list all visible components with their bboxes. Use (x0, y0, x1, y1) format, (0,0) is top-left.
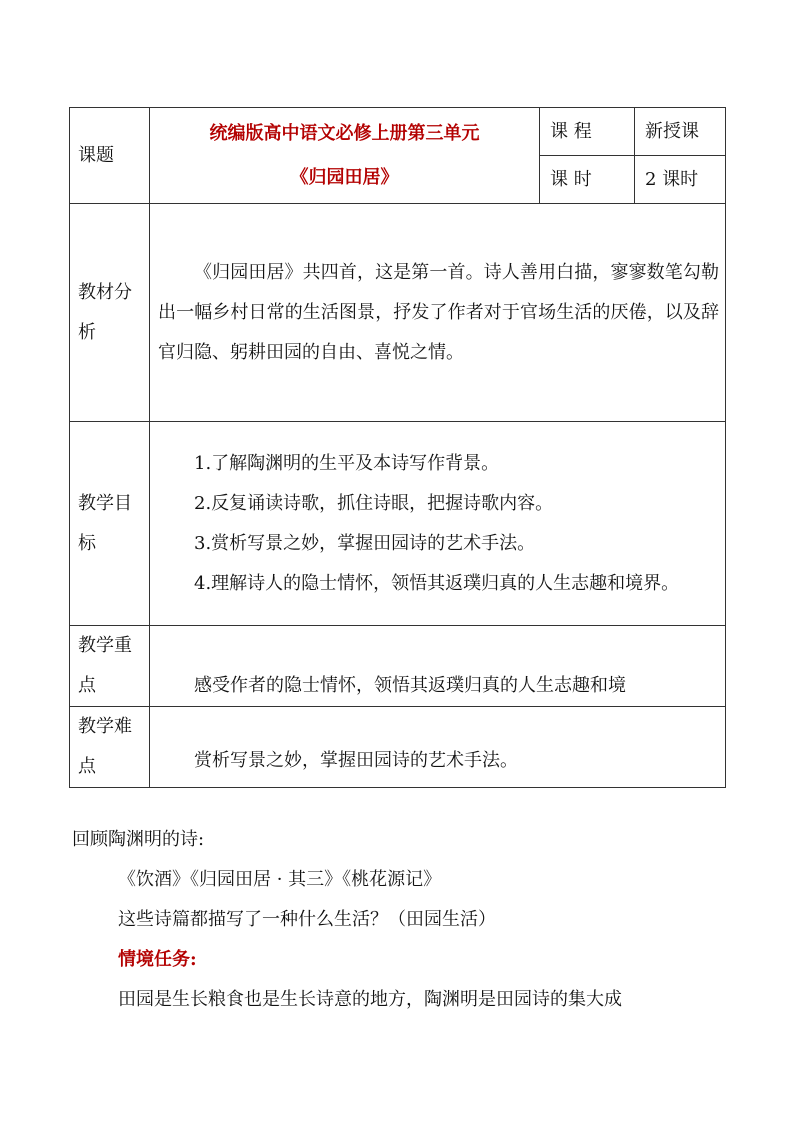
goal-item: 3.赏析写景之妙，掌握田园诗的艺术手法。 (194, 532, 536, 554)
difficulties-text: 赏析写景之妙，掌握田园诗的艺术手法。 (150, 707, 726, 788)
key-points-text: 感受作者的隐士情怀，领悟其返璞归真的人生志趣和境 (150, 626, 726, 707)
review-heading: 回顾陶渊明的诗: (72, 829, 205, 850)
course-label: 课 程 (540, 108, 635, 156)
title-line-2: 《归园田居》 (290, 166, 399, 188)
goal-item: 4.理解诗人的隐士情怀，领悟其返璞归真的人生志趣和境界。 (194, 572, 680, 594)
goal-item: 1.了解陶渊明的生平及本诗写作背景。 (194, 452, 500, 474)
topic-label: 课题 (70, 108, 150, 204)
analysis-label: 教材分析 (70, 204, 150, 422)
goals-list (150, 422, 726, 626)
question-text: 这些诗篇都描写了一种什么生活？（田园生活） (118, 909, 496, 930)
analysis-text: 《归园田居》共四首，这是第一首。诗人善用白描，寥寥数笔勾勒出一幅乡村日常的生活图景，抒发了作者对于官场生活的厌倦，以及辞官归隐、躬耕田园的自由、喜悦之情。 (150, 204, 726, 422)
goals-label: 教学目标 (70, 422, 150, 626)
course-value: 新授课 (635, 108, 726, 156)
title-line-1: 统编版高中语文必修上册第三单元 (209, 122, 480, 144)
difficulties-label: 教学难点 (70, 707, 150, 788)
task-heading: 情境任务: (118, 949, 197, 970)
task-text: 田园是生长粮食也是生长诗意的地方，陶渊明是田园诗的集大成 (118, 989, 622, 1010)
key-points-label: 教学重点 (70, 626, 150, 707)
lesson-title (150, 108, 540, 204)
lesson-plan-table (69, 107, 726, 788)
goal-item: 2.反复诵读诗歌，抓住诗眼，把握诗歌内容。 (194, 492, 554, 514)
hours-label: 课 时 (540, 156, 635, 204)
lesson-body (72, 820, 732, 1020)
hours-value: 2 课时 (635, 156, 726, 204)
poem-list: 《饮酒》《归园田居 · 其三》《桃花源记》 (118, 869, 442, 890)
